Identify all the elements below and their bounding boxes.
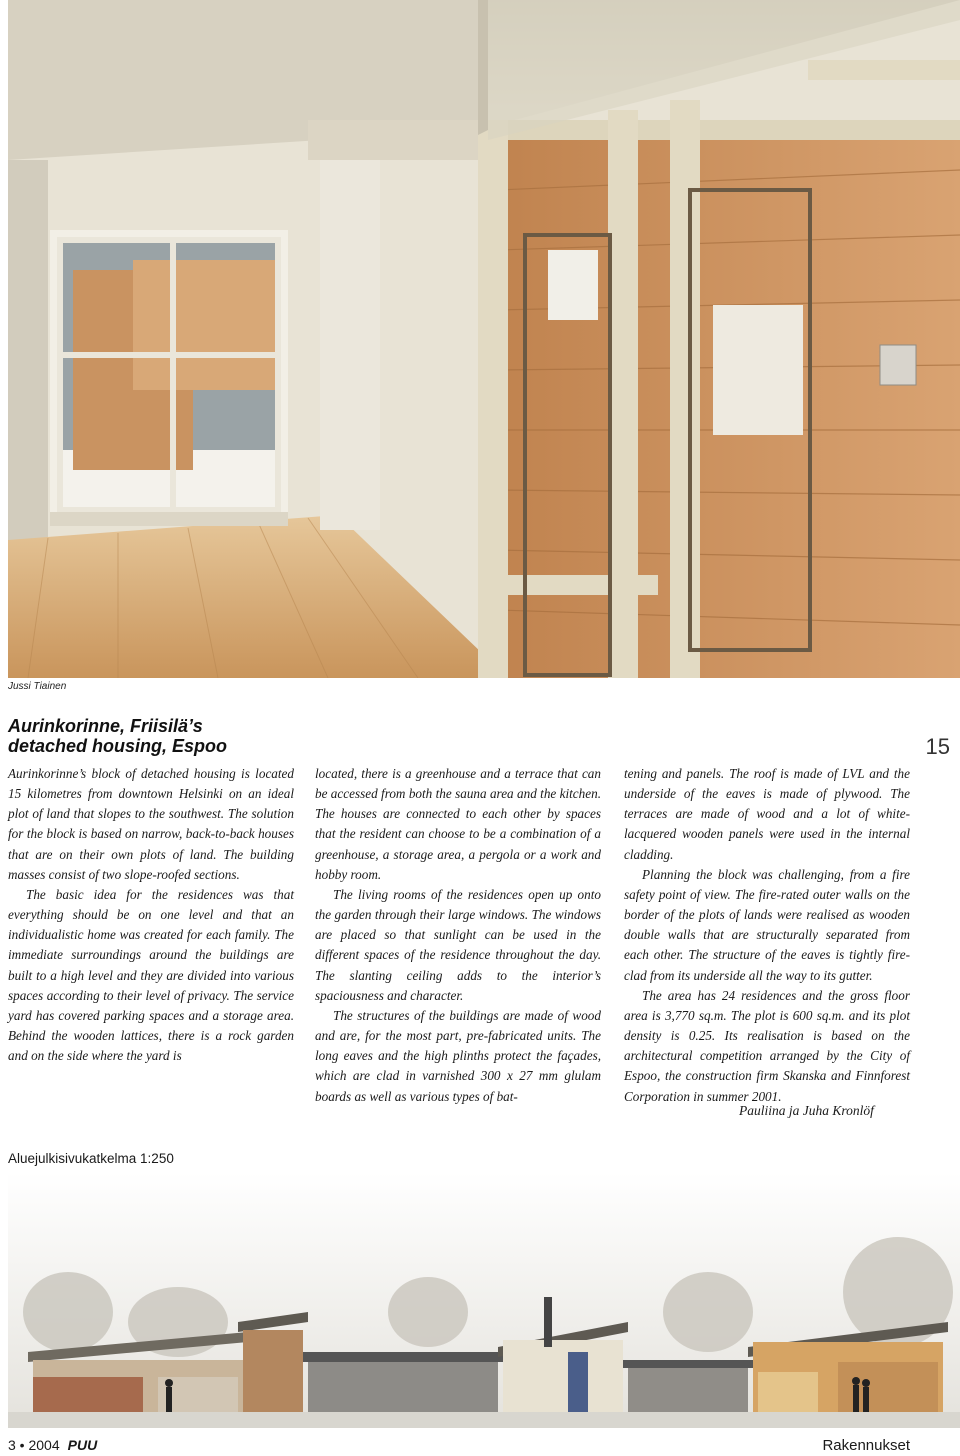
page-number: 15	[925, 734, 950, 759]
paragraph: Aurinkorinne’s block of detached housing is located 15 kilometres from downtown Helsinki on an ideal plot of land that slopes to the southwest. The solution for the block is based on narrow, back-to-back houses that are on their own plots of land. The building masses consist of two slope-roofed sections.	[8, 766, 294, 882]
footer-issue	[8, 1437, 97, 1453]
article-column-1	[8, 764, 294, 1066]
paragraph: located, there is a greenhouse and a terrace that can be accessed from both the sauna area and the kitchen. The houses are connected to each other by spaces that the resident can choose to be a combination of a greenhouse, a storage area, a pergola or a work and hobby room.	[315, 766, 601, 882]
paragraph: The area has 24 residences and the gross floor area is 3,770 sq.m. The plot is 600 sq.m. and its plot density is 0.25. Its realisation is based on the architectural competition arranged by the City of Espoo, the construction firm Skanska and Finnforest Corporation in summer 2001.	[624, 987, 910, 1104]
drawing-caption: Aluejulkisivukatkelma 1:250	[8, 1151, 174, 1166]
article-title	[8, 716, 227, 756]
paragraph: The living rooms of the residences open up onto the garden through their large windows. The windows are placed so that sunlight can be used in the different spaces of the residence throughout the day. The slanting ceiling adds to the interior’s spaciousness and character.	[315, 886, 601, 1003]
elevation-drawing	[8, 1172, 960, 1428]
article-author: Pauliina ja Juha Kronlöf	[739, 1103, 874, 1118]
magazine-name: PUU	[67, 1437, 98, 1453]
article-column-3	[624, 764, 910, 1107]
title-line-1: Aurinkorinne, Friisilä’s	[8, 716, 203, 736]
paragraph: The structures of the buildings are made of wood and are, for the most part, pre-fabricated units. The long eaves and the high plinths protect the façades, which are clad in varnished 300 x 27 mm glulam boards as well as various types of bat-	[315, 1007, 601, 1104]
paragraph: Planning the block was challenging, from a fire safety point of view. The fire-rated outer walls on the border of the plots of lands were realised as wooden double walls that are structurally separated from each other. The structure of the eaves is tightly fire-clad from its underside all the way to its gutter.	[624, 866, 910, 983]
interior-photo	[8, 0, 960, 678]
paragraph: tening and panels. The roof is made of LVL and the underside of the eaves is made of plywood. The terraces are made of wood and a lot of white-lacquered wooden panels were used in the internal cladding.	[624, 766, 910, 862]
photo-credit: Jussi Tiainen	[8, 681, 67, 692]
title-line-2: detached housing, Espoo	[8, 736, 228, 756]
article-column-2	[315, 764, 601, 1107]
footer-section: Rakennukset	[822, 1437, 910, 1454]
paragraph: The basic idea for the residences was that everything should be on one level and that an individualistic home was created for each family. The immediate surroundings around the buildings are built to a high level and they are divided into various spaces according to their level of privacy. The service yard has covered parking spaces and a storage area. Behind the wooden lattices, there is a rock garden and on the side where the yard is	[8, 886, 294, 1064]
issue-number: 3 • 2004	[8, 1437, 60, 1453]
